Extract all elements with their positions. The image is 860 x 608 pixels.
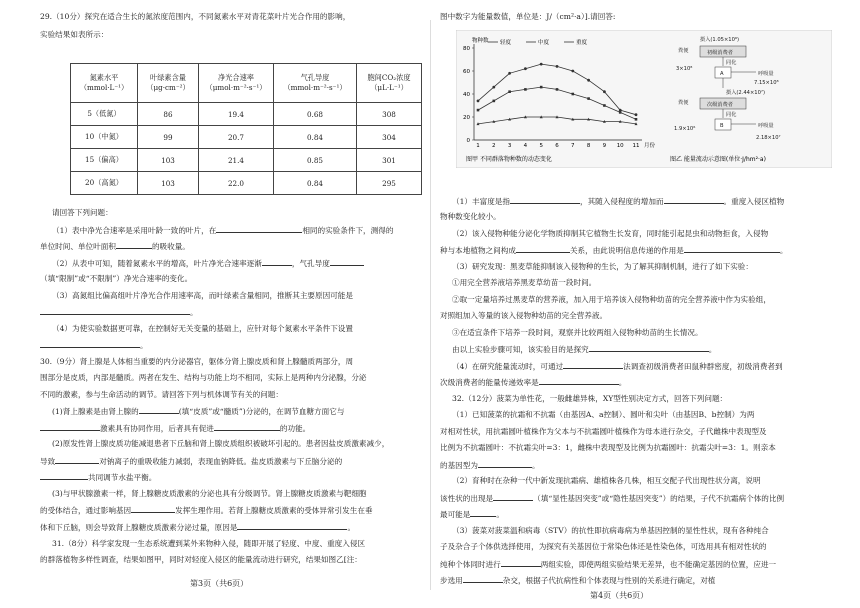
header-unit: （mmol·L⁻¹） (79, 83, 129, 92)
table-cell: 103 (138, 172, 199, 195)
table-cell: 308 (357, 103, 422, 126)
text: （2）从表中可知，随着氮素水平的增高，叶片净光合速率逐渐 (52, 259, 262, 268)
text: 共同调节水盐平衡。 (88, 473, 157, 482)
page-number-right: 第4页（共6页） (590, 591, 649, 600)
y-tick-label: 20 (463, 115, 470, 121)
legend-label: 轻度 (500, 40, 512, 46)
q29-2b: （填“限制”或“不限制”）净光合速率的变化。 (40, 274, 193, 283)
table-header-cell (357, 64, 422, 103)
respiration-value-1: 7.15×10⁸ (754, 80, 779, 86)
text: 关系，由此说明信息传递的作用是 (569, 246, 684, 255)
table-cell: 301 (357, 149, 422, 172)
answer-blank[interactable] (216, 224, 302, 233)
legend-label: 重度 (576, 40, 588, 46)
q29-3b (40, 306, 198, 318)
text: 。 (708, 345, 717, 354)
text: 导致 (40, 457, 56, 466)
text: 单位时间、单位叶面积 (40, 242, 116, 251)
q31-3-step3: ③在适宜条件下培养一段时间，观察并比较两组入侵物种幼苗的生长情况。 (452, 328, 703, 337)
q30-2c (40, 471, 156, 483)
q30-3c (40, 521, 355, 533)
text: 步选用 (440, 576, 463, 585)
x-tick-label: 8 (586, 143, 591, 149)
answer-blank[interactable] (589, 343, 709, 352)
data-point (572, 93, 575, 96)
text: 。 (496, 510, 504, 519)
table-cell: 0.85 (274, 149, 357, 172)
page-divider (430, 20, 431, 590)
data-point (540, 63, 543, 66)
intake-label-2: 摄入(2.44×10⁷) (726, 90, 765, 96)
header-line: 叶绿素含量 (150, 73, 186, 82)
assim-label-1: 同化 (726, 60, 737, 66)
legend-label: 中度 (538, 40, 550, 46)
answer-blank[interactable] (664, 195, 724, 204)
q31-2: （2）该入侵物种能分泌化学物质抑制其它植物生长发育，同时能引起昆虫和动物拒食，入侵物 (452, 229, 769, 238)
x-tick-label: 3 (507, 143, 512, 149)
table-cell: 5（低氮） (71, 103, 138, 126)
header-unit: （μmol·m⁻²·s⁻¹） (205, 83, 267, 92)
q31-2b (440, 244, 787, 256)
feces-label-1: 粪便 (678, 48, 689, 54)
text: （1）表中净光合速率是采用叶龄一致的叶片，在 (52, 226, 217, 235)
header-line: 净光合速率 (218, 73, 254, 82)
x-tick-label: 7 (571, 143, 575, 149)
y-tick-label: 40 (463, 92, 470, 98)
data-point (603, 90, 606, 93)
y-tick-label: 60 (463, 69, 470, 75)
table-cell: 295 (357, 172, 422, 195)
q32-3d (440, 574, 715, 586)
table-cell: 0.84 (274, 126, 357, 149)
q29-2 (52, 257, 364, 269)
table-cell: 20（高氮） (71, 172, 138, 195)
text: 次级消费者的能量传递效率是 (440, 378, 539, 387)
q32-3: （3）菠菜对菠菜温和病毒（STV）的抗性即抗病毒病为单基因控制的显性性状，现有各种纯合 (452, 526, 769, 535)
text: 。 (140, 341, 148, 350)
q31-3-step2: ②取一定量培养过黑麦草的营养液，加入用于培养该入侵物种幼苗的完全营养液中作为实验组， (452, 295, 771, 304)
answer-blank[interactable] (493, 492, 533, 501)
table-header-cell (71, 64, 138, 103)
answer-blank[interactable] (516, 244, 570, 253)
q31-3-step2b: 对照组加入等量的该入侵物种幼苗的完全营养液。 (440, 311, 608, 320)
secondary-consumer-label: 次级消费者 (707, 102, 733, 108)
answer-blank[interactable] (330, 257, 364, 266)
q30-2: (2)原发性肾上腺皮质功能减退患者下丘脑和肾上腺皮质组织被破坏引起的。患者因盐皮质激素减少， (52, 439, 390, 448)
header-line: 胞间CO₂浓度 (367, 73, 411, 82)
q31-4b (440, 376, 626, 388)
q31-1 (452, 195, 784, 207)
header-line: 气孔导度 (300, 73, 330, 82)
text: 种与本地植物之间构成 (440, 246, 516, 255)
x-tick-label: 2 (492, 143, 496, 149)
table-cell: 20.7 (199, 126, 274, 149)
q32-1: （1）已知菠菜的抗霜和不抗霜（由基因A、a控制）、圆叶和尖叶（由基因B、b控制）为两 (452, 410, 755, 419)
q30-1b (40, 422, 310, 434)
text: 发挥生理作用。若肾上腺糖皮质激素的受体异常引发生在垂 (175, 506, 373, 515)
q29-3: （3）高氮组比偏高组叶片净光合作用速率高，而叶绿素含量相同，推断其主要原因可能是 (52, 291, 353, 300)
diagram-caption: 图乙 能量流动示意图(单位·J/hm²·a) (670, 156, 766, 163)
table-cell: 15（偏高） (71, 149, 138, 172)
answer-blank[interactable] (478, 459, 532, 468)
q32-1b: 对相对性状，用抗霜圆叶植株作为父本与不抗霜圆叶植株作为母本进行杂交，子代雌株中表现型及 (440, 427, 767, 436)
answer-blank[interactable] (40, 422, 100, 431)
q30-1 (52, 405, 344, 417)
data-point (571, 70, 574, 73)
text: 该性状的出现是 (440, 494, 494, 503)
data-point (635, 113, 638, 116)
text: 的吸收量。 (151, 242, 190, 251)
answer-blank[interactable] (470, 508, 496, 517)
answer-blank[interactable] (40, 339, 140, 348)
text: 的功能。 (279, 424, 311, 433)
answer-blank[interactable] (563, 360, 623, 369)
q32-title: 32.（12分）菠菜为单性花，一般雌雄异株，XY型性别决定方式，回答下列问题： (452, 394, 728, 403)
data-point (556, 65, 559, 68)
q30-l2: 围部分是皮质，内部是髓质。两者在发生、结构与功能上均不相同，实际上是两种内分泌腺，分泌 (40, 373, 367, 382)
q31-3: （3）研究发现：黑麦草能抑制该入侵物种的生长，为了解其抑制机制，进行了如下实验： (452, 262, 753, 271)
data-point (619, 109, 622, 112)
answer-blank[interactable] (684, 244, 780, 253)
text: 由以上实验步骤可知，该实验目的是探究 (452, 345, 589, 354)
data-point (493, 100, 496, 103)
y-tick-label: 0 (466, 138, 470, 144)
data-point (477, 100, 480, 103)
table-cell: 103 (138, 149, 199, 172)
q31-3-step1: ①用完全营养液培养黑麦草幼苗一段时间。 (452, 278, 597, 287)
x-tick-label: 1 (476, 143, 480, 149)
answer-blank[interactable] (262, 257, 292, 266)
chart-caption: 图甲 不同群落物种数的动态变化 (466, 156, 552, 163)
q30-2b (40, 455, 342, 467)
intake-label-1: 摄入(1.05×10⁹) (700, 37, 739, 43)
text: 激素具有协同作用，后者具有促进 (100, 424, 214, 433)
text: ，气孔导度 (291, 259, 330, 268)
data-point (492, 86, 495, 89)
answer-blank[interactable] (510, 195, 580, 204)
text: 法调查初级消费者田鼠种群密度，初级消费者到 (623, 362, 783, 371)
q29-1b (40, 240, 190, 252)
x-axis-label: 月份 (644, 143, 656, 149)
table-cell: 99 (138, 126, 199, 149)
text: 。 (190, 308, 198, 317)
q32-2b (440, 492, 784, 504)
q30-l3: 不同的激素，参与生命活动的调节。请回答下列与机体调节有关的问题： (40, 390, 283, 399)
q29-4b (40, 339, 148, 351)
header-unit: （mmol·m⁻²·s⁻¹） (283, 83, 347, 92)
data-point (524, 67, 527, 70)
table-header-cell (199, 64, 274, 103)
x-tick-label: 9 (602, 143, 607, 149)
q30-3b (40, 504, 373, 516)
respiration-value-2: 2.18×10⁷ (756, 135, 781, 141)
text: 纯种个体同时进行 (440, 560, 501, 569)
q30-l1: 30.（9分）肾上腺是人体相当重要的内分泌器官，躯体分肾上腺皮质和肾上腺髓质两部分，周 (40, 357, 354, 366)
table-cell: 304 (357, 126, 422, 149)
answer-blank[interactable] (131, 504, 175, 513)
data-point (508, 72, 511, 75)
answer-blank[interactable] (116, 240, 152, 249)
feces-label-2: 粪便 (678, 100, 689, 106)
x-tick-label: 11 (632, 143, 640, 149)
q31-l2: 的群落植物多样性调查，结果如图甲，同时对轻度入侵区的能量流动进行研究，结果如图乙[注： (40, 555, 362, 564)
text: (填“皮质”或“髓质”)分泌的，在调节血糖方面它与 (178, 407, 345, 416)
q31-continued: 图中数字为能量数值，单位是：J/（cm²·a）].请回答: (440, 12, 616, 21)
header-unit: （μL·L⁻¹） (370, 83, 408, 92)
table-row (71, 172, 422, 195)
data-point (587, 79, 590, 82)
data-point (587, 97, 590, 100)
answer-blank[interactable] (237, 521, 347, 530)
primary-consumer-label: 初级消费者 (707, 50, 733, 56)
text: 的受体结合，通过影响基因 (40, 506, 132, 515)
q29-table (70, 63, 422, 195)
answer-blank[interactable] (55, 455, 99, 464)
q32-3c (440, 558, 776, 570)
data-point (619, 111, 622, 114)
answer-blank[interactable] (139, 405, 179, 414)
table-cell: 0.84 (274, 172, 357, 195)
page-number-left: 第3页（共6页） (190, 579, 249, 588)
assim-label-2: 同化 (726, 112, 737, 118)
table-cell: 86 (138, 103, 199, 126)
q29-prompt: 请回答下列问题： (52, 208, 113, 217)
data-point (540, 86, 543, 89)
respiration-label-2: 呼吸量 (758, 123, 774, 129)
data-point (524, 88, 527, 91)
answer-blank[interactable] (40, 306, 190, 315)
q29-title: 29.（10分）探究在适合生长的氮浓度范围内，不同氮素水平对青花菜叶片光合作用的影响， (40, 12, 351, 21)
text: 两组实验，即使两组实验结果无差异，也不能确定基因的位置，应进一 (540, 560, 777, 569)
table-cell: 22.0 (199, 172, 274, 195)
q32-1d (440, 459, 540, 471)
answer-blank[interactable] (463, 574, 503, 583)
table-cell: 0.68 (274, 103, 357, 126)
answer-blank[interactable] (539, 376, 619, 385)
x-tick-label: 6 (555, 143, 559, 149)
y-axis-label: 物种数 (472, 38, 489, 44)
left-page (16, 0, 426, 608)
table-header-cell (138, 64, 199, 103)
data-point (556, 88, 559, 91)
q30-3: (3)与甲状腺激素一样，肾上腺糖皮质激素的分泌也具有分级调节。肾上腺糖皮质激素与靶细胞 (52, 489, 367, 498)
q32-2: （2）育种时在杂种一代中新发现抗霜病、雄植株各几株，相互交配子代出现性状分离，说明 (452, 476, 761, 485)
feces-value-2: 1.9×10⁶ (674, 126, 696, 132)
text: (1)肾上腺素是由肾上腺的 (52, 407, 139, 416)
x-tick-label: 5 (539, 143, 543, 149)
q31-4 (452, 360, 783, 372)
text: 杂交，根据子代抗病性和个体表现与性别的关系进行确定，对植 (502, 576, 716, 585)
data-point (477, 109, 480, 112)
header-unit: （μg·cm⁻²） (146, 83, 190, 92)
table-row (71, 149, 422, 172)
table-cell: 10（中氮） (71, 126, 138, 149)
text: 的基因型为 (440, 461, 478, 470)
q29-4: （4）为使实验数据更可靠，在控制好无关变量的基础上，应针对每个氮素水平条件下设置 (52, 324, 353, 333)
q31-3-aim (452, 343, 716, 355)
respiration-label-1: 呼吸量 (758, 71, 774, 77)
y-tick-label: 80 (463, 46, 470, 52)
text: 。 (531, 461, 540, 470)
x-tick-label: 4 (523, 143, 528, 149)
table-cell: 19.4 (199, 103, 274, 126)
text: ，其随入侵程度的增加而 (580, 197, 664, 206)
table-header-cell (274, 64, 357, 103)
q32-1c: 比例为不抗霜圆叶：不抗霜尖叶=3：1，雌株中表现型及比例为抗霜圆叶：抗霜尖叶=3：1。则亲本 (440, 443, 776, 452)
data-point (508, 90, 511, 93)
b-label: B (720, 123, 724, 129)
data-point (635, 118, 638, 121)
text: 。 (618, 378, 627, 387)
table-row (71, 103, 422, 126)
q31-1b: 物种数变化较小。 (440, 212, 501, 221)
q29-intro: 实验结果如表所示： (40, 30, 109, 39)
text: （填“显性基因突变”或“隐性基因突变”）的结果，子代不抗霜病个体的比例 (533, 494, 785, 503)
text: 对钠离子的重吸收能力减弱，表现血钠降低。盐皮质激素与下丘脑分泌的 (99, 457, 343, 466)
text: 。 (779, 246, 788, 255)
x-tick-label: 10 (616, 143, 624, 149)
table-row (71, 126, 422, 149)
header-line: 氮素水平 (89, 73, 119, 82)
q29-1 (52, 224, 393, 236)
text: 体和下丘脑，则会导致肾上腺糖皮质激素分泌过量，原因是 (40, 523, 238, 532)
text: 。重度入侵区植物 (723, 197, 785, 206)
answer-blank[interactable] (501, 558, 541, 567)
answer-blank[interactable] (40, 471, 88, 480)
table-header-row (71, 64, 422, 103)
text: （4）在研究能量流动时，可通过 (452, 362, 564, 371)
text: 相同的实验条件下，测得的 (302, 226, 394, 235)
data-point (603, 104, 606, 107)
q32-2c (440, 508, 504, 520)
figure-panel (456, 30, 832, 168)
feces-value-1: 3×10⁸ (676, 66, 693, 72)
text: （1）丰富度是指 (452, 197, 510, 206)
text: 。 (347, 523, 356, 532)
text: 最可能是 (440, 510, 471, 519)
right-page (436, 0, 846, 608)
q31-l1: 31.（8分）科学家发现一生态系统遭到某外来物种入侵，随即开展了轻度、中度、重度入侵区 (52, 539, 366, 548)
table-cell: 21.4 (199, 149, 274, 172)
answer-blank[interactable] (214, 422, 280, 431)
a-label: A (720, 71, 724, 77)
q32-3b: 子及杂合子个体供选择使用，为探究有关基因位于常染色体还是性染色体，可选用具有相对性状的 (440, 542, 767, 551)
